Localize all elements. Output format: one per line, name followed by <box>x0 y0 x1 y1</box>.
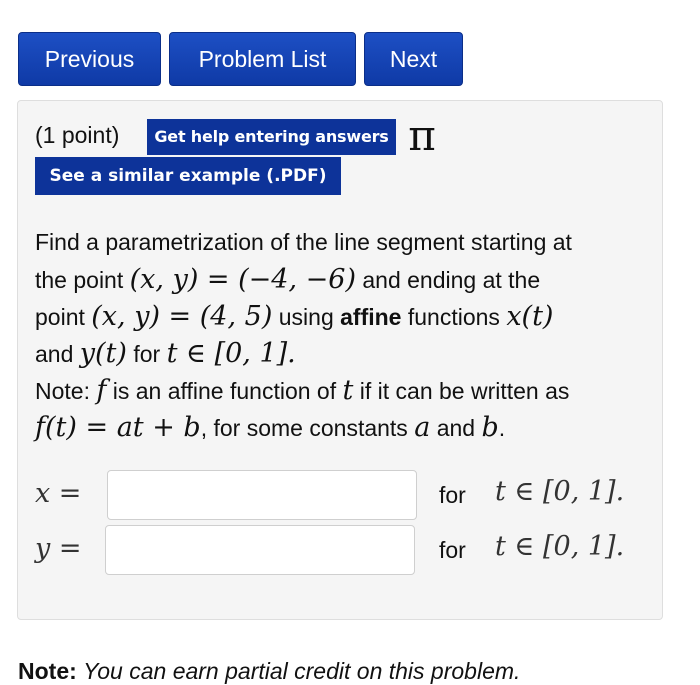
points-label: (1 point) <box>35 122 120 148</box>
statement-text: functions <box>407 304 500 330</box>
t-domain-math: t ∈ [0, 1]. <box>166 338 296 369</box>
pi-icon[interactable]: π <box>408 111 436 160</box>
statement-text: the point <box>35 267 124 293</box>
statement-line <box>35 224 655 261</box>
statement-text: , for some constants <box>200 415 408 441</box>
statement-line <box>35 261 655 298</box>
answer-row-x <box>35 470 655 520</box>
statement-line <box>35 298 655 335</box>
next-button[interactable]: Next <box>364 32 463 86</box>
statement-text: is an affine function of <box>112 378 337 404</box>
affine-form-math: f(t) = at + b <box>35 412 201 443</box>
statement-text: Find a parametrization of the line segment starting at <box>35 229 572 255</box>
x-equals-label: x = <box>35 478 82 509</box>
note-label: Note: <box>18 658 77 684</box>
statement-line <box>35 335 655 372</box>
x-answer-input[interactable] <box>107 470 417 520</box>
problem-statement <box>35 224 655 446</box>
f-math: f <box>96 375 107 406</box>
t-math: t <box>342 375 354 406</box>
problem-list-button[interactable]: Problem List <box>169 32 356 86</box>
statement-text: and <box>436 415 476 441</box>
statement-text: point <box>35 304 85 330</box>
previous-button[interactable]: Previous <box>18 32 161 86</box>
for-label: for <box>439 482 466 508</box>
help-entering-answers-button[interactable]: Get help entering answers <box>147 119 396 155</box>
y-answer-input[interactable] <box>105 525 415 575</box>
statement-text: Note: <box>35 378 90 404</box>
note-text: You can earn partial credit on this problem. <box>83 658 521 684</box>
statement-line <box>35 372 655 409</box>
statement-text: and ending at the <box>362 267 541 293</box>
y-of-t-math: y(t) <box>79 338 127 369</box>
answer-row-y <box>35 525 655 575</box>
for-label: for <box>439 537 466 563</box>
b-math: b <box>481 412 499 443</box>
start-point-math: (x, y) = (−4, −6) <box>129 264 356 295</box>
partial-credit-note <box>18 658 520 685</box>
statement-text: if it can be written as <box>359 378 570 404</box>
y-equals-label: y = <box>35 533 82 564</box>
t-domain-math: t ∈ [0, 1]. <box>495 531 625 562</box>
affine-bold: affine <box>340 304 402 330</box>
similar-example-link[interactable]: See a similar example (.PDF) <box>35 157 341 195</box>
t-domain-math: t ∈ [0, 1]. <box>495 476 625 507</box>
statement-text: . <box>498 415 506 441</box>
x-of-t-math: x(t) <box>506 301 554 332</box>
statement-text: and <box>35 341 74 367</box>
statement-text: for <box>133 341 161 367</box>
statement-line <box>35 409 655 446</box>
end-point-math: (x, y) = (4, 5) <box>91 301 273 332</box>
statement-text: using <box>278 304 334 330</box>
a-math: a <box>414 412 431 443</box>
